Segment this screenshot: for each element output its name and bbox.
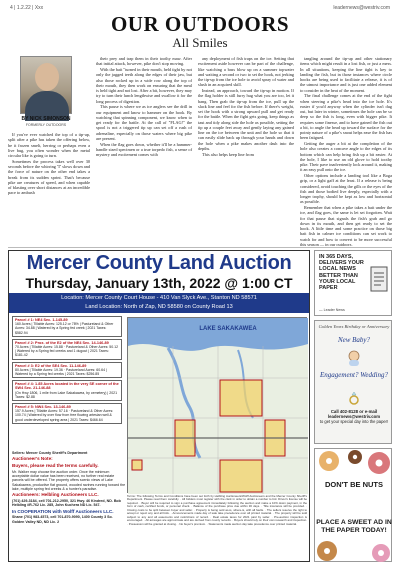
parcel-item (12, 316, 122, 337)
column-subtitle: All Smiles (172, 35, 228, 50)
parcel-item (12, 380, 122, 401)
paragraph: Getting the auger a bit at the completion of the hole also creates a concave angle to the edges of its bottom which can help bring fish up a bit easier. At the hole, I like to use an old glove to hold toothy pike. Their pave inadvertently lock around it, making it an easy pull onto the ice. (300, 141, 392, 173)
announcements-ad (314, 320, 392, 444)
parcel-body: 157.9 Acres | Tillable Acres: 57.16 · Pastureland & Other Acres: 100.74 | Watered by over flow from free flowing artesian well & good underdeveloped spring area | 2021 Taxes: $466.64 (15, 409, 114, 422)
parcel-body: 80 Acres | Tillable Acres: 19.36 · Pastureland Acres: 60.64 | Watered by a Spring fed creeks | 2021 Taxes: $256.85 (15, 367, 107, 377)
auction-location-band (9, 293, 309, 313)
paragraph: Other options include a landing tool like a Boga grip, or a light gaff at the least. If a release is being considered, avoid touching the gills or the eyes of the fish and those bodied live deeply, especially with a longer trophy, should be kept as low and horizontal as possible. (300, 173, 392, 205)
byline: BY NICK SIMONSON (21, 116, 71, 122)
local-news-ad (314, 250, 392, 316)
engagement-text: Engagement? Wedding? (320, 371, 388, 379)
announcement-call: Call 402-8128 or e-mail leadernews@westriv.com (327, 409, 381, 419)
parcel-heading: Parcel # 3: E2 of the SE4 Sec. 11-146-89 (15, 363, 87, 368)
local-news-ad-text: IN 365 DAYS, DELIVERS YOUR LOCAL NEWS BETTER THAN YOUR LOCAL PAPER (319, 254, 364, 292)
paragraph: their prey and trap them in their toothy maw. After that initial attack, however, pike don't stop moving. (96, 56, 192, 67)
paragraph: If you've ever watched the top of a tip-up, split after a pike has taken the offering below, be it frozen smelt, herring or perhaps even a live bug, you often wonder when the metal circular like is going to turn. (8, 132, 90, 158)
auction-title: Mercer County Land Auction (26, 252, 292, 274)
column-title: OUR OUTDOORS (110, 12, 290, 36)
donut-ad (314, 448, 392, 562)
author-photo (20, 56, 72, 114)
auctioneer-phones: (701) 429-3184, cell 701-212-2950, 321 Hwy. 46 Kindred, ND. Bob Helbling #R-762 Lic. 285, John Kuchera ND Lic. 547. (12, 498, 121, 508)
paragraph: Sometimes the process takes well over 30 seconds before the whirring 'T' slows down and the force of nature on the other end takes a break from its sudden sprint. That's because pike are creatures of speed, and when capable of blasting over short distances at an incredible pace to ambush (8, 158, 90, 196)
section-divider (8, 247, 392, 248)
byline-sub: FORMERLY OUTDOORS (25, 123, 67, 127)
map-lake-label: LAKE SAKAKAWEA (199, 326, 257, 332)
announcement-contact (315, 409, 393, 424)
parcel-item (12, 403, 122, 424)
cooperation-phones: Shane (701) 983-4573, cell 701-870-9090, 1400 County 3 So. Golden Valley ND, ND Lic. 2 (12, 515, 113, 524)
paragraph: Remember that when a pike takes a bait under the ice, and flag goes, the same is let set forgotten. Wait for that pause that signals the fish's grab and go down in its mouth, and then get ready to set the hook. A little time and some practice on those big bait fish in calmer ice conditions can set work to watch for and how to convert to be more successful this season — in our outdoors. (300, 205, 392, 247)
paragraph: tangling around the tip-up and other stationary items which might result in a lost fish, or just a mess. In all situations, keeping the line tight is key to landing the fish, but in those instances where circle hooks are being used to facilitate a release, it is of the utmost importance and is just one added element to consider in the heat of the moment. (300, 56, 392, 93)
map-graphic (128, 318, 308, 494)
baby-icon (345, 349, 363, 367)
article-column-4 (300, 56, 392, 247)
sellers-title: Sellers: Mercer County Sheriff's Department (12, 451, 88, 455)
parcel-body: 70 Acres | Tillable Acres: 15.88 · Pastureland & Other Acres: 50.12 | Watered by a Spring fed creeks and 1 dugout | 2021 Taxes: $181.42 (15, 345, 119, 358)
sellers-block (12, 451, 126, 525)
auction-date: Thursday, January 13th, 2022 @ 1:00 CT (25, 275, 293, 291)
paragraph: any deployment of fish traps on the ice. Setting that excitement aside however can be part of the challenge, like watching a bass blow up on a summer topwater and waiting a second or two to set the hook, not jerking the tip-up from the ice hole to avoid spray of water and slush in an acquired skill. (198, 56, 294, 88)
author-photo-head (35, 63, 59, 91)
parcel-item (12, 339, 122, 360)
paragraph: The final challenge comes at the end of the fight when steering a pike's head into the ice hole. It's easier if you'd anyway when the cylinder isn't dug out, but later in winter, sometimes the hole can be so deep so the fish is long, even with bigger pike. It requires some finesse, and to have gained the fish out a bit, to angle the head up toward the surface for the pointy nature of a pike's snout helps ease the fish has been fatigued. (300, 93, 392, 141)
paragraph: When the flag goes down, whether it'll be a hammer-handle sized specimen or a true torpedo fish, a sense of mystery and excitement comes with (96, 141, 192, 157)
paragraph: This also helps keep line from (202, 151, 254, 157)
site-url[interactable]: leadernews@westriv.com (333, 5, 390, 11)
parcel-heading: Parcel # 2: Prox. of the E2 of the NE4 Sec. 14-146-89 (15, 340, 109, 345)
parcel-map (127, 317, 307, 493)
sellers-body: Mr. Walker may choose the auction order. Once the minimum acceptable dollar value has been received, no further real estate parcels will be offered. The property offers scenic views of Lake Sakakawea, productive flat ground, wooded ravines running toward the lake, multiple spring fed creeks & a hunter's paradise. (12, 469, 126, 491)
paragraph: With the bait "turned in their mouth, held tight by not only the jagged teeth along the edges of their jaw, but also those rocked up in a wide row along the top of their mouth, they then work on ensuring that the meal is held tight and not lost. After a bit, however, they may try to turn their lunch lengthwise and swallow it for the long process of digestion. (96, 67, 192, 104)
article-column-3 (198, 56, 294, 244)
new-baby-text: New Baby? (337, 336, 371, 344)
land-auction-ad (8, 250, 310, 562)
parcel-list (12, 316, 122, 426)
local-news-ad-signature: — Leader News (319, 308, 345, 312)
parcel-heading: Parcel # 4: 1.85 Acres located in the very SE corner of the SW4 Sec. 21-146-88 (15, 382, 119, 391)
donut-graphic (315, 449, 393, 563)
buyers-note: Buyers, please read the terms carefully. (12, 463, 99, 469)
parcel-item (12, 362, 122, 379)
parcel-body: 160 Acres | Tillable Acres: 125.12 or 78% | Pastureland & Other Acres: 34.88 | Watered by a Spring fed creek | 2021 Taxes: $582.94 (15, 322, 114, 335)
auctioneer-note: Auctioneer's Note: (12, 456, 53, 462)
paragraph: Instead, an approach, toward the tip-up in motion. If the flag holder is still furry hug what you are too, let it bang. Then grab the tip-up from the ice, pull up the slack line and feel for the fish before. If there's weight, set the hook with a strong upward pull and get ready for the battle. When the fight gets going, keep things as taut and tidy along side the hole as possible, setting the tip up a couple feet away and gently laying any gained line on the ice between the unit and the hole so that it can easily slide back up through your hands and down the hole when a pike makes another dash into the depths. (198, 88, 294, 151)
cooperation: In COOPERATION with Wolff Auctioneers LLC. (12, 508, 114, 514)
article-column-1 (8, 132, 90, 244)
paragraph: This pause is where we as ice anglers see the drill in our equipment and know to hammer on the hook. By watching that spinning component, we know when to get ready for the battle. At the call of "FLAG!" the spool is not a triggered tip up can set off a rush of adrenaline, especially on those waters where big pike are present. (96, 104, 192, 141)
parcel-body: (On Hwy 1806, 1 mile from Lake Sakakawea, by cemetery) | 2021 Taxes: $2.88 (15, 390, 118, 399)
newspaper-icon (369, 265, 389, 295)
article-column-2 (96, 56, 192, 244)
auction-land-location: Land Location: North of Zap, ND 58580 on County Road 13 (85, 304, 233, 310)
parcel-area-1 (220, 380, 262, 416)
parcel-heading: Parcel # 1: NE4 Sec. 1-145-89 (15, 318, 68, 322)
parcel-area-5 (220, 460, 262, 492)
parcel-area-4 (132, 460, 142, 470)
announcement-sub: to get your special day into the paper! (319, 419, 389, 424)
golden-years-text: Golden Years Birthday or Anniversary (318, 324, 390, 329)
donut-ad-body: PLACE A SWEET AD IN THE PAPER TODAY! (316, 519, 392, 534)
auction-location: Location: Mercer County Court House - 410 Van Slyck Ave., Stanton ND 58571 (61, 295, 257, 301)
ring-icon (347, 391, 361, 405)
parcel-heading: Parcel # 5: NW4 Sec. 13-146-89 (15, 405, 71, 410)
auctioneers: Auctioneers: Helbling Auctioneers LLC. (12, 492, 99, 498)
page-number: 4 | 1.2.22 | Xxx (10, 5, 44, 11)
donut-ad-headline: DON'T BE NUTS (324, 480, 384, 489)
terms-text: Terms: The following Terms and Conditions have been set forth by Helbling Auctioneers/Wolff Auctioneers and the Mercer County Sheriff's Department. Please read them carefully. · All bidders must register with the clerk in order to obtain a number to bid. Driver's license will be required. · Buyer will be required to sign a purchase agreement immediately following the auction and make a 10% down payment, in the form of cash, certified funds, or personal check. · Balance of the purchase price due within 30 days. · Title insurance will be provided. · Closing costs to be split between buyer and seller. · Property is being sold as-is, where-is, with all faults. · The sellers reserve the right to accept or reject any and all bids. · Announcements made day of sale take precedence over all printed material. · The property will be sold subject to any and all easements and restrictions of record. · Real estate taxes for 2021 paid by seller. · Pre-auction inspection is encouraged. · All acreages are approximate and are derived from county records. · Buyers should rely on their own research and inspection. · Possession will be granted at closing. · No buyer's premium. · Statements made auction day take precedence over printed material. (127, 494, 307, 526)
